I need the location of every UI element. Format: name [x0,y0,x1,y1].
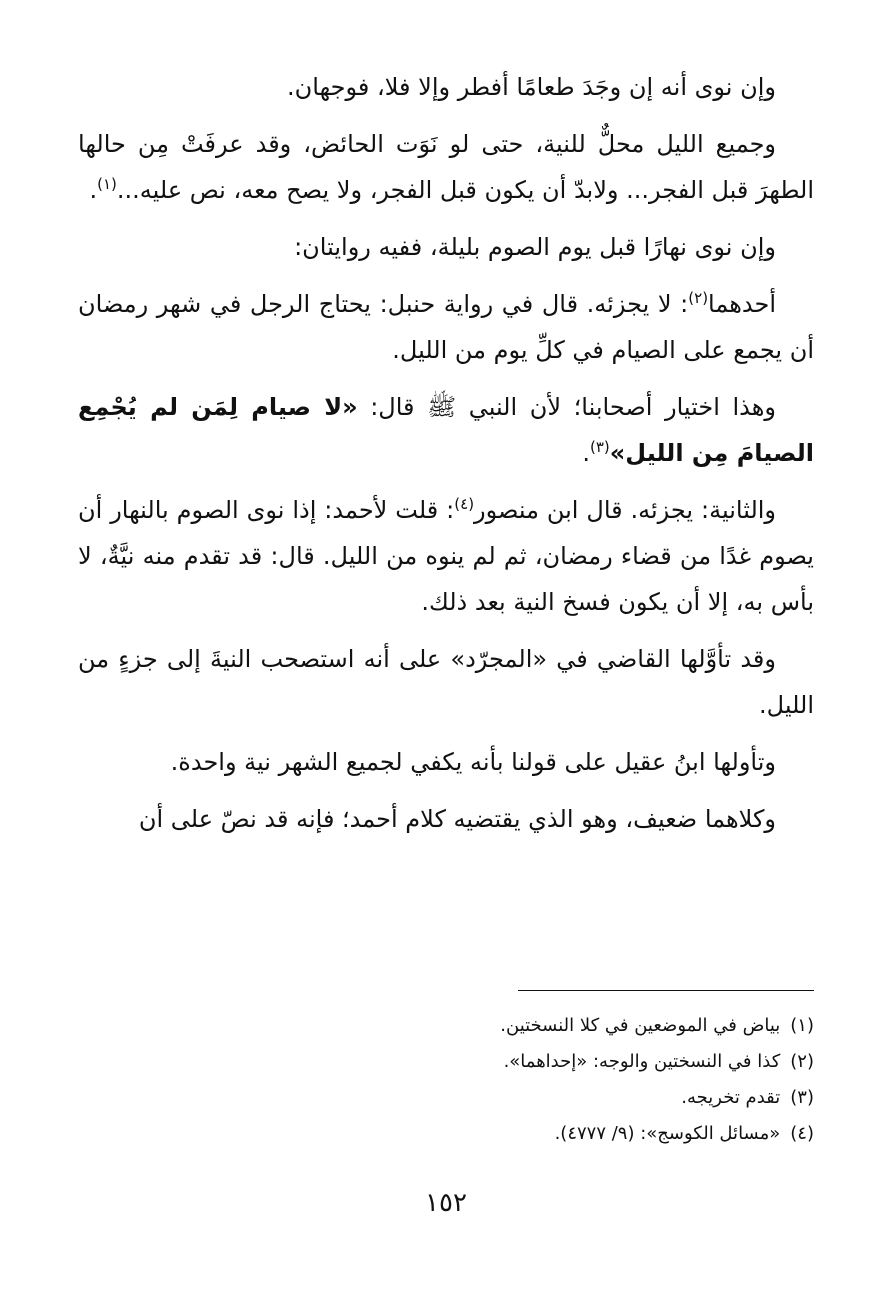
footnote-number: (٣) [790,1087,814,1108]
footnote-ref: (٣) [590,438,610,456]
paragraph-8 [78,739,814,785]
paragraph-text: وكلاهما ضعيف، وهو الذي يقتضيه كلام أحمد؛ فإنه قد نصّ على أن [138,805,776,833]
paragraph-text: وجميع الليل محلٌّ للنية، حتى لو نَوَت الحائض، وقد عرفَتْ مِن حالها الطهرَ قبل الفجر... ولابدّ أن يكون قبل الفجر، ولا يصح معه، نص عليه... [78,130,814,204]
paragraph-lead: والثانية: يجزئه. قال ابن منصور [474,496,777,524]
paragraph-9 [78,796,814,842]
paragraph-1 [78,64,814,110]
footnote-ref: (٢) [688,289,709,307]
footnote-4 [78,1116,814,1152]
footnote-text: «مسائل الكوسج»: (٩/ ٤٧٧٧). [554,1123,781,1144]
paragraph-text: وتأولها ابنُ عقيل على قولنا بأنه يكفي لجميع الشهر نية واحدة. [170,748,776,776]
main-text [78,64,814,853]
paragraph-lead: أحدهما [708,290,776,318]
page-number: ١٥٢ [425,1188,467,1218]
hadith-quote: «لا صيام لِمَن لم يُجْمِع الصيامَ مِن الليل» [78,393,814,467]
paragraph-end: . [89,176,98,204]
footnote-2 [78,1044,814,1080]
footnote-1 [78,1008,814,1044]
paragraph-3 [78,224,814,270]
footnote-ref: (١) [97,175,117,193]
paragraph-text: وإن نوى أنه إن وجَدَ طعامًا أفطر وإلا فلا، فوجهان. [287,73,776,101]
footnote-text: تقدم تخريجه. [681,1087,781,1108]
footnote-text: كذا في النسختين والوجه: «إحداهما». [503,1051,781,1072]
paragraph-end: . [582,439,590,467]
paragraph-text: وقد تأوَّلها القاضي في «المجرّد» على أنه استصحب النيةَ إلى جزءٍ من الليل. [78,645,814,719]
paragraph-5 [78,384,814,476]
paragraph-6 [78,487,814,625]
footnote-number: (٤) [790,1123,814,1144]
footnote-text: بياض في الموضعين في كلا النسختين. [500,1015,781,1036]
paragraph-text: : قلت لأحمد: إذا نوى الصوم بالنهار أن يصوم غدًا من قضاء رمضان، ثم لم ينوه من الليل. قال: قد تقدم منه نيَّةٌ، لا بأس به، إلا أن يكون فسخ النية بعد ذلك. [78,496,814,616]
paragraph-7 [78,636,814,728]
footnote-ref: (٤) [454,495,475,513]
footnotes [78,1008,814,1152]
paragraph-4 [78,281,814,373]
paragraph-2 [78,121,814,213]
footnote-3 [78,1080,814,1116]
footnote-number: (٢) [790,1051,814,1072]
footnote-separator [518,990,814,991]
paragraph-text: وإن نوى نهارًا قبل يوم الصوم بليلة، ففيه روايتان: [294,233,776,261]
footnote-number: (١) [790,1015,814,1036]
paragraph-text: وهذا اختيار أصحابنا؛ لأن النبي ﷺ قال: [357,393,776,421]
paragraph-text: : لا يجزئه. قال في رواية حنبل: يحتاج الرجل في شهر رمضان أن يجمع على الصيام في كلِّ يوم من الليل. [78,290,814,364]
